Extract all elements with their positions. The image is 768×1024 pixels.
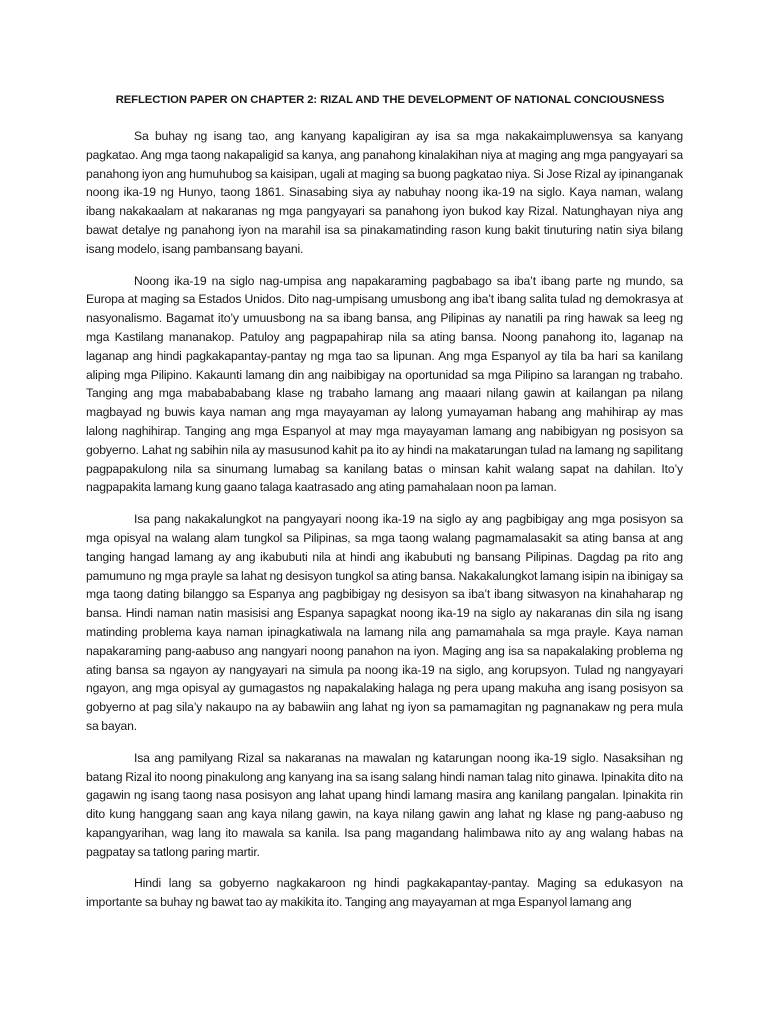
paragraph: Noong ika-19 na siglo nag-umpisa ang napakaraming pagbabago sa iba’t ibang parte ng mundo, sa Europa at maging sa Estados Unidos. Dito nag-umpisang umusbong ang iba’t ibang salita tulad ng demokrasya at nasyonalismo. Bagamat ito’y umuusbong na sa ibang bansa, ang Pilipinas ay nanatili pa ring hawak sa leeg ng mga Kastilang mananakop. Patuloy ang pagpapahirap nila sa ating bansa. Noong panahong ito, laganap na laganap ang hindi pagkakapantay-pantay ng mga tao sa lipunan. Ang mga Espanyol ay tila ba hari sa kanilang aliping mga Pilipino. Kakaunti lamang din ang naibibigay na oportunidad sa mga Pilipino sa larangan ng trabaho. Tanging ang mga mababababang klase ng trabaho lamang ang maaari nilang gawin at kailangan pa nilang magbayad ng buwis kaya naman ang mga mayayaman ay lalong yumayaman habang ang mahihirap ay mas lalong naghihirap. Tanging ang mga Espanyol at may mga mayayaman lamang ang nabibigyan ng posisyon sa gobyerno. Lahat ng sabihin nila ay masusunod kahit pa ito ay hindi na makatarungan tulad na lamang ng sapilitang pagpapakulong nila sa sinumang lumabag sa kanilang batas o minsan kahit walang sapat na dahilan. Ito’y nagpapakita lamang kung gaano talaga kaatrasado ang ating pamahalaan noon pa laman. <box>86 273 683 495</box>
paragraph: Sa buhay ng isang tao, ang kanyang kapaligiran ay isa sa mga nakakaimpluwensya sa kanyang pagkatao. Ang mga taong nakapaligid sa kanya, ang panahong kinalakihan niya at maging ang mga pangyayari sa panahong iyon ang humuhubog sa kaisipan, ugali at maging sa buong pagkatao niya. Si Jose Rizal ay ipinanganak noong ika-19 ng Hunyo, taong 1861. Sinasabing siya ay nabuhay noong ika-19 na siglo. Kaya naman, walang ibang nakakaalam at nakaranas ng mga pangyayari sa panahong iyon bukod kay Rizal. Natunghayan niya ang bawat detalye ng panahong iyon na marahil isa sa pinakamatinding rason kung bakit tinuturing natin siya bilang isang modelo, isang pambansang bayani. <box>86 129 683 256</box>
paragraph: Isa pang nakakalungkot na pangyayari noong ika-19 na siglo ay ang pagbibigay ang mga posisyon sa mga opisyal na walang alam tungkol sa Pilipinas, sa mga taong walang pagmamalasakit sa ating bansa at ang tanging hangad lamang ay ang ikabubuti nila at hindi ang ikabubuti ng bansang Pilipinas. Dagdag pa rito ang pamumuno ng mga prayle sa lahat ng desisyon tungkol sa ating bansa. Nakakalungkot lamang isipin na ibinigay sa mga taong dating bilanggo sa Espanya ang pagbibigay ng desisyon sa iba’t ibang sitwasyon na kinahaharap ng bansa. Hindi naman natin masisisi ang Espanya sapagkat noong ika-19 na siglo ay nakaranas din sila ng isang matinding problema kaya naman ipinagkatiwala na lamang nila ang pamamahala sa mga prayle. Kaya naman napakaraming pang-aabuso ang nangyari noong panahon na iyon. Maging ang isa sa napakalaking problema ng ating bansa sa ngayon ay nangyayari na simula pa noong ika-19 na siglo, ang korupsyon. Tulad ng nangyayari ngayon, ang mga opisyal ay gumagastos ng napakalaking halaga ng pera upang makuha ang isang posisyon sa gobyerno at pag sila’y nakaupo na ay babawiin ang lahat ng iyon sa pamamagitan ng pagnanakaw ng pera mula sa bayan. <box>86 512 683 733</box>
document-body <box>86 127 683 925</box>
paragraph: Isa ang pamilyang Rizal sa nakaranas na mawalan ng katarungan noong ika-19 siglo. Nasaksihan ng batang Rizal ito noong pinakulong ang kanyang ina sa isang salang hindi naman talag nito ginawa. Ipinakita dito na gagawin ng isang taong nasa posisyon ang lahat upang hindi lamang masira ang kanilang pangalan. Ipinakita rin dito kung hanggang saan ang kaya nilang gawin, na kaya nilang gawin ang lahat ng klase ng pang-aabuso ng kapangyarihan, wag lang ito mawala sa kanila. Isa pang magandang halimbawa nito ay ang walang habas na pagpatay sa tatlong paring martir. <box>86 750 683 859</box>
document-title: REFLECTION PAPER ON CHAPTER 2: RIZAL AND THE DEVELOPMENT OF NATIONAL CONCIOUSNESS <box>115 94 665 106</box>
paragraph: Hindi lang sa gobyerno nagkakaroon ng hindi pagkakapantay-pantay. Maging sa edukasyon na importante sa buhay ng bawat tao ay makikita ito. Tanging ang mayayaman at mga Espanyol lamang ang <box>86 876 683 910</box>
